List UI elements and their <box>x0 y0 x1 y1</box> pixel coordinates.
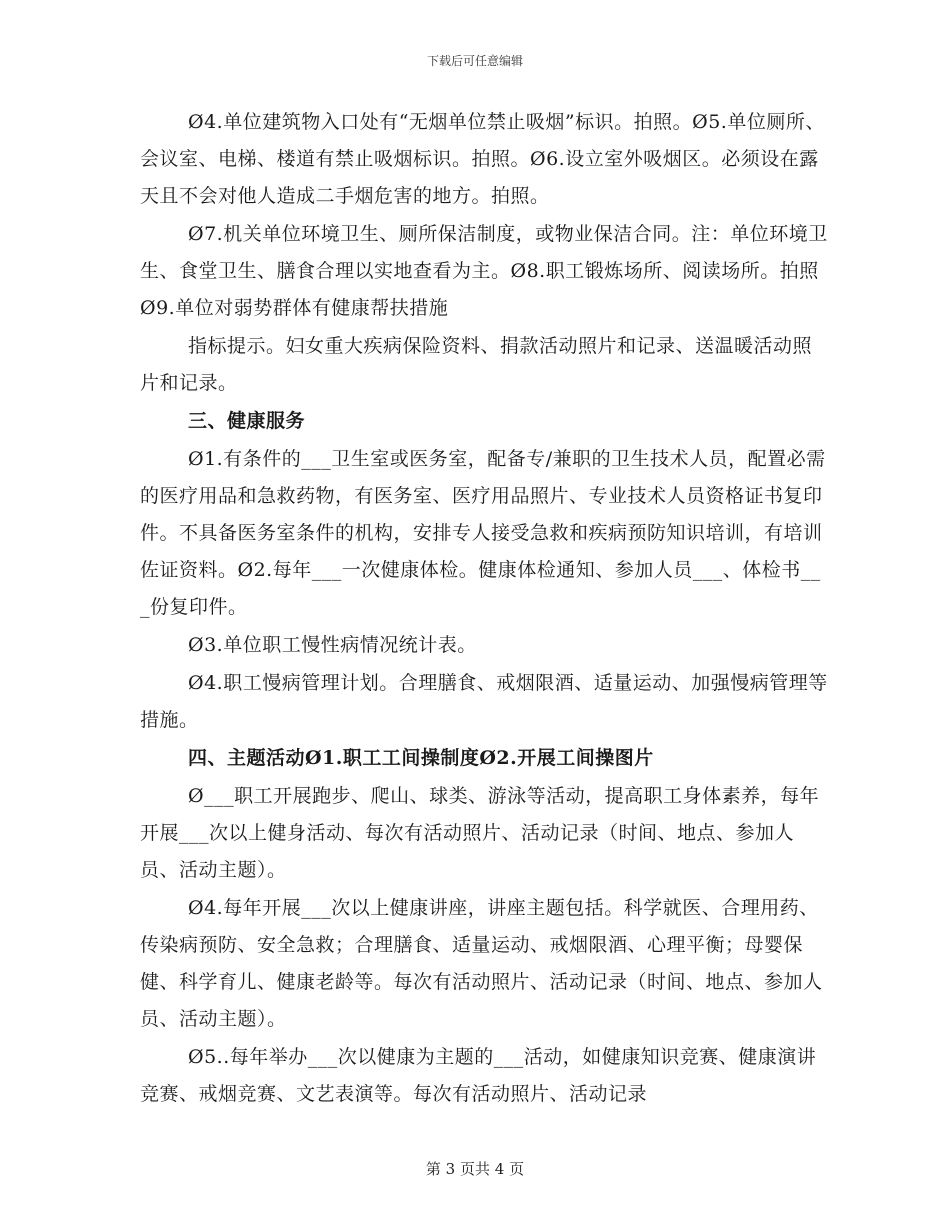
paragraph-events: Ø5..每年举办___次以健康为主题的___活动，如健康知识竞赛、健康演讲竞赛、戒烟竞赛、文艺表演等。每次有活动照片、活动记录 <box>140 1046 817 1105</box>
section-heading-health-service: 三、健康服务 <box>188 410 306 432</box>
section-heading-theme-activities: 四、主题活动Ø1.职工工间操制度Ø2.开展工间操图片 <box>188 747 654 769</box>
paragraph-signage: Ø4.单位建筑物入口处有“无烟单位禁止吸烟”标识。拍照。Ø5.单位厕所、会议室、电梯、楼道有禁止吸烟标识。拍照。Ø6.设立室外吸烟区。必须设在露天且不会对他人造成二手烟危害的地方。拍照。 <box>140 111 825 207</box>
paragraph-chronic-stats: Ø3.单位职工慢性病情况统计表。 <box>188 634 477 656</box>
paragraph-fitness: Ø___职工开展跑步、爬山、球类、游泳等活动，提高职工身体素养，每年开展___次以上健身活动、每次有活动照片、活动记录（时间、地点、参加人员、活动主题）。 <box>140 785 820 881</box>
document-body <box>140 104 830 1114</box>
paragraph-clinic: Ø1.有条件的___卫生室或医务室，配备专/兼职的卫生技术人员，配置必需的医疗用品和急救药物，有医务室、医疗用品照片、专业技术人员资格证书复印件。不具备医务室条件的机构，安排专人接受急救和疾病预防知识培训，有培训佐证资料。Ø2.每年___一次健康体检。健康体检通知、参加人员___、体检书___份复印件。 <box>140 448 826 618</box>
paragraph-hygiene: Ø7.机关单位环境卫生、厕所保洁制度，或物业保洁合同。注：单位环境卫生、食堂卫生、膳食合理以实地查看为主。Ø8.职工锻炼场所、阅读场所。拍照Ø9.单位对弱势群体有健康帮扶措施 <box>140 223 828 319</box>
paragraph-indicator-hint: 指标提示。妇女重大疾病保险资料、捐款活动照片和记录、送温暖活动照片和记录。 <box>140 335 813 394</box>
page-number: 第 3 页共 4 页 <box>425 1160 525 1178</box>
paragraph-chronic-plan: Ø4.职工慢病管理计划。合理膳食、戒烟限酒、适量运动、加强慢病管理等措施。 <box>140 672 828 731</box>
page-header-note: 下载后可任意编辑 <box>426 54 523 68</box>
paragraph-lectures: Ø4.每年开展___次以上健康讲座，讲座主题包括。科学就医、合理用药、传染病预防、安全急救；合理膳食、适量运动、戒烟限酒、心理平衡；母婴保健、科学育儿、健康老龄等。每次有活动照片、活动记录（时间、地点、参加人员、活动主题）。 <box>140 897 823 1030</box>
